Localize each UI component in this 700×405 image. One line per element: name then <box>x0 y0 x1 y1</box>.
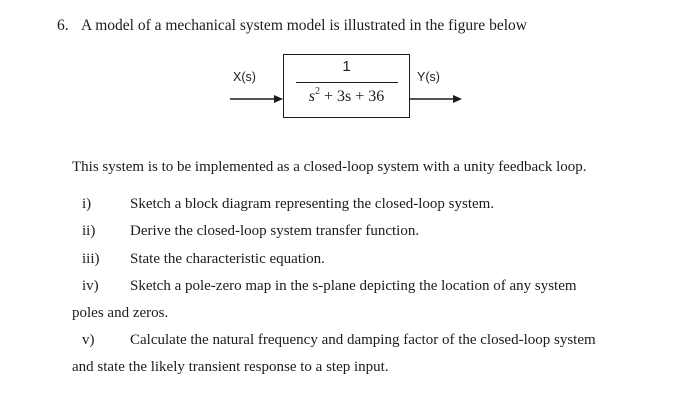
item-marker-5: v) <box>82 332 95 348</box>
tf-fraction-bar <box>296 82 398 83</box>
input-signal-label: X(s) <box>233 70 256 84</box>
tf-den-s: s <box>308 88 315 105</box>
tf-denominator <box>283 86 410 106</box>
tf-den-rest: + 3s + 36 <box>319 88 385 105</box>
item-text-1: Sketch a block diagram representing the closed-loop system. <box>130 196 495 212</box>
item-text-5: Calculate the natural frequency and damping factor of the closed-loop system <box>130 332 596 348</box>
tf-numerator: 1 <box>342 58 351 75</box>
item-marker-3: iii) <box>82 251 100 267</box>
output-signal-label: Y(s) <box>417 70 440 84</box>
item-marker-2: ii) <box>82 223 96 239</box>
output-arrow-head <box>453 95 462 103</box>
item-continuation-4: poles and zeros. <box>72 305 169 321</box>
item-continuation-5: and state the likely transient response to a step input. <box>72 359 389 375</box>
intro-paragraph: This system is to be implemented as a closed-loop system with a unity feedback loop. <box>72 159 587 175</box>
item-text-4: Sketch a pole-zero map in the s-plane depicting the location of any system <box>130 278 577 294</box>
input-arrow-head <box>274 95 283 103</box>
tf-den-exponent: 2 <box>314 86 320 97</box>
question-prompt: A model of a mechanical system model is illustrated in the figure below <box>81 17 527 34</box>
question-number: 6. <box>57 17 69 34</box>
item-text-3: State the characteristic equation. <box>130 251 325 267</box>
item-marker-4: iv) <box>82 278 99 294</box>
item-text-2: Derive the closed-loop system transfer function. <box>130 223 420 239</box>
item-marker-1: i) <box>82 196 92 212</box>
